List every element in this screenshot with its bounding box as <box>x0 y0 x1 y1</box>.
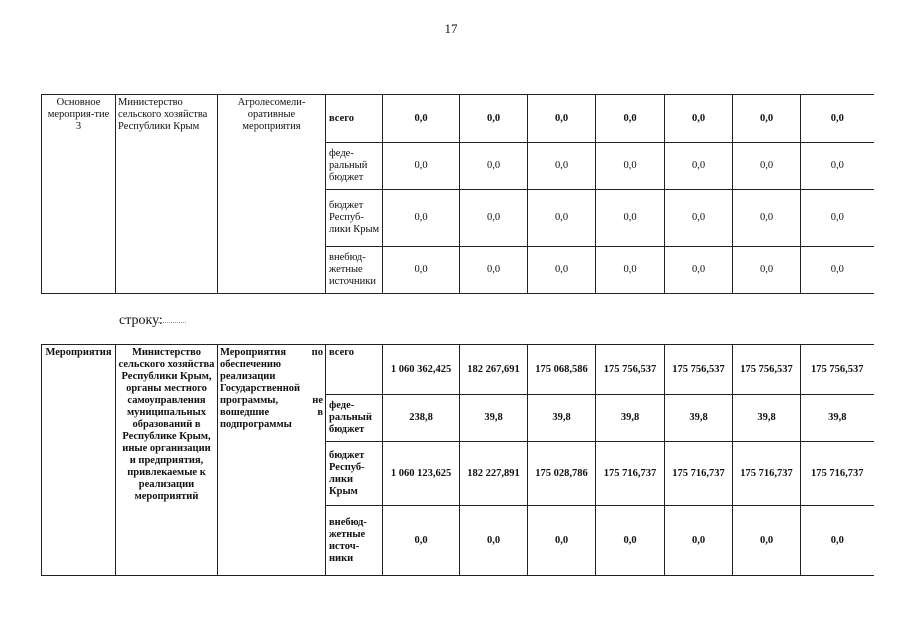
t1-row3-v1: 0,0 <box>460 247 528 294</box>
t2-row2-source: бюджет Респуб-лики Крым <box>326 442 383 506</box>
t2-row0-v0: 1 060 362,425 <box>383 345 460 395</box>
t1-row0-source: всего <box>326 95 383 143</box>
t1-measure-cell: Основное мероприя-тие 3 <box>42 95 116 294</box>
t1-row2-v4: 0,0 <box>665 190 733 247</box>
t1-row2-v5: 0,0 <box>733 190 801 247</box>
t2-row1-v6: 39,8 <box>801 395 874 442</box>
t2-row3-v5: 0,0 <box>733 506 801 576</box>
t2-row2-v1: 182 227,891 <box>460 442 528 506</box>
t1-row1-v0: 0,0 <box>383 143 460 190</box>
t1-row2-v2: 0,0 <box>528 190 596 247</box>
t2-row2-v2: 175 028,786 <box>528 442 596 506</box>
table-agroforestry <box>41 94 874 294</box>
t2-row3-v1: 0,0 <box>460 506 528 576</box>
caption-text: строку: <box>119 313 163 328</box>
t2-row3-v3: 0,0 <box>596 506 665 576</box>
t1-row3-v4: 0,0 <box>665 247 733 294</box>
t1-row2-v3: 0,0 <box>596 190 665 247</box>
t1-row0-v6: 0,0 <box>801 95 874 143</box>
t1-row1-source: феде-ральный бюджет <box>326 143 383 190</box>
t1-row3-v5: 0,0 <box>733 247 801 294</box>
t1-row1-v5: 0,0 <box>733 143 801 190</box>
t1-row0-v5: 0,0 <box>733 95 801 143</box>
t1-row1-v4: 0,0 <box>665 143 733 190</box>
t1-row1-v6: 0,0 <box>801 143 874 190</box>
t2-executor-cell: Министерство сельского хозяйства Республики Крым, органы местного самоуправления муниципальных образований в Республике Крым, иные организации и предприятия, привлекаемые к реализации мероприятий <box>116 345 218 576</box>
t1-executor-cell: Министерство сельского хозяйства Республики Крым <box>116 95 218 294</box>
t2-row0-v6: 175 756,537 <box>801 345 874 395</box>
t2-row3-v6: 0,0 <box>801 506 874 576</box>
page-number: 17 <box>444 21 458 36</box>
t2-row2-v3: 175 716,737 <box>596 442 665 506</box>
t1-activity-cell: Агролесомели-оративные мероприятия <box>218 95 326 294</box>
t2-row1-v5: 39,8 <box>733 395 801 442</box>
t1-row2-source: бюджет Респуб-лики Крым <box>326 190 383 247</box>
t1-row0-v3: 0,0 <box>596 95 665 143</box>
t1-row0-v4: 0,0 <box>665 95 733 143</box>
t2-row1-v2: 39,8 <box>528 395 596 442</box>
t2-row3-source: внебюд-жетные источ-ники <box>326 506 383 576</box>
t2-row0-v1: 182 267,691 <box>460 345 528 395</box>
t2-row1-source: феде-ральный бюджет <box>326 395 383 442</box>
t1-row1-v3: 0,0 <box>596 143 665 190</box>
dotted-mark <box>158 322 186 323</box>
t1-row0-v2: 0,0 <box>528 95 596 143</box>
t2-row2-v6: 175 716,737 <box>801 442 874 506</box>
t1-row2-v1: 0,0 <box>460 190 528 247</box>
t1-row1-v1: 0,0 <box>460 143 528 190</box>
t2-activity-cell: Мероприятия по обеспечению реализации Государственной программы, не вошедшие в подпрограммы <box>218 345 326 576</box>
t2-row1-v4: 39,8 <box>665 395 733 442</box>
t1-row1-v2: 0,0 <box>528 143 596 190</box>
t2-row0-source: всего <box>326 345 383 395</box>
t1-row0-v0: 0,0 <box>383 95 460 143</box>
t2-row2-v4: 175 716,737 <box>665 442 733 506</box>
t2-row1-v3: 39,8 <box>596 395 665 442</box>
t1-row2-v6: 0,0 <box>801 190 874 247</box>
t1-row3-v6: 0,0 <box>801 247 874 294</box>
t2-measure-cell: Мероприятия <box>42 345 116 576</box>
t1-row3-v3: 0,0 <box>596 247 665 294</box>
t2-row0-v4: 175 756,537 <box>665 345 733 395</box>
t1-row0-v1: 0,0 <box>460 95 528 143</box>
t2-row3-v4: 0,0 <box>665 506 733 576</box>
t2-row2-v5: 175 716,737 <box>733 442 801 506</box>
t2-row1-v0: 238,8 <box>383 395 460 442</box>
t1-row2-v0: 0,0 <box>383 190 460 247</box>
t2-row0-v5: 175 756,537 <box>733 345 801 395</box>
t1-row3-v0: 0,0 <box>383 247 460 294</box>
t2-row0-v2: 175 068,586 <box>528 345 596 395</box>
t2-row3-v0: 0,0 <box>383 506 460 576</box>
t2-row1-v1: 39,8 <box>460 395 528 442</box>
table-measures <box>41 344 874 576</box>
t2-row2-v0: 1 060 123,625 <box>383 442 460 506</box>
t1-row3-v2: 0,0 <box>528 247 596 294</box>
t2-row3-v2: 0,0 <box>528 506 596 576</box>
t1-row3-source: внебюд-жетные источники <box>326 247 383 294</box>
t2-row0-v3: 175 756,537 <box>596 345 665 395</box>
